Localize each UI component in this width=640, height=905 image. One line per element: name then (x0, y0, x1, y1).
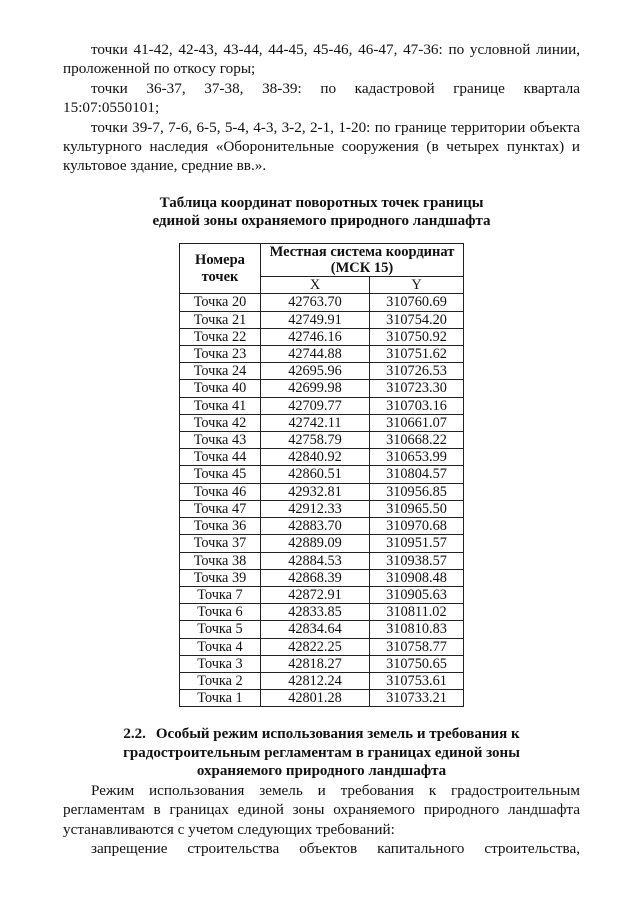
section-title-line-2: градостроительным регламентам в границах единой зоны (123, 744, 520, 761)
cell-y: 310938.57 (370, 552, 464, 569)
cell-x: 42801.28 (261, 690, 370, 707)
cell-y: 310965.50 (370, 500, 464, 517)
cell-point: Точка 40 (180, 380, 261, 397)
cell-x: 42744.88 (261, 346, 370, 363)
table-row (180, 449, 464, 466)
cell-point: Точка 46 (180, 483, 261, 500)
cell-point: Точка 1 (180, 690, 261, 707)
cell-y: 310804.57 (370, 466, 464, 483)
cell-x: 42840.92 (261, 449, 370, 466)
cell-x: 42872.91 (261, 586, 370, 603)
section-heading (63, 725, 580, 781)
cell-y: 310956.85 (370, 483, 464, 500)
table-row (180, 466, 464, 483)
cell-point: Точка 45 (180, 466, 261, 483)
table-row (180, 604, 464, 621)
cell-x: 42833.85 (261, 604, 370, 621)
cell-x: 42758.79 (261, 432, 370, 449)
cell-point: Точка 22 (180, 328, 261, 345)
table-row (180, 638, 464, 655)
table-title-line-2: единой зоны охраняемого природного ландшафта (152, 213, 491, 230)
header-coordinate-system: Местная система координат (МСК 15) (261, 243, 464, 276)
table-row (180, 586, 464, 603)
cell-x: 42812.24 (261, 672, 370, 689)
cell-x: 42883.70 (261, 518, 370, 535)
coordinates-table (179, 243, 464, 707)
table-row (180, 483, 464, 500)
table-row (180, 294, 464, 311)
cell-x: 42742.11 (261, 414, 370, 431)
table-row (180, 552, 464, 569)
cell-point: Точка 3 (180, 655, 261, 672)
cell-x: 42763.70 (261, 294, 370, 311)
cell-x: 42932.81 (261, 483, 370, 500)
table-row (180, 346, 464, 363)
section-paragraph-1: Режим использования земель и требования к градостроительным регламентам в границах единой зоны охраняемого природного ландшафта устанавливаются с учетом следующих требований: (63, 781, 580, 838)
cell-y: 310653.99 (370, 449, 464, 466)
table-row (180, 500, 464, 517)
cell-point: Точка 43 (180, 432, 261, 449)
table-row (180, 690, 464, 707)
cell-x: 42699.98 (261, 380, 370, 397)
cell-y: 310726.53 (370, 363, 464, 380)
cell-x: 42912.33 (261, 500, 370, 517)
cell-point: Точка 6 (180, 604, 261, 621)
cell-y: 310758.77 (370, 638, 464, 655)
cell-point: Точка 24 (180, 363, 261, 380)
cell-y: 310811.02 (370, 604, 464, 621)
coordinates-table-body (180, 294, 464, 707)
intro-paragraph-1: точки 41-42, 42-43, 43-44, 44-45, 45-46, 46-47, 47-36: по условной линии, проложенной по откосу горы; (63, 41, 580, 78)
cell-x: 42746.16 (261, 328, 370, 345)
table-title (63, 194, 580, 231)
table-row (180, 569, 464, 586)
cell-x: 42695.96 (261, 363, 370, 380)
cell-y: 310810.83 (370, 621, 464, 638)
header-x: X (261, 277, 370, 294)
table-row (180, 535, 464, 552)
cell-point: Точка 41 (180, 397, 261, 414)
cell-point: Точка 36 (180, 518, 261, 535)
cell-y: 310908.48 (370, 569, 464, 586)
cell-x: 42709.77 (261, 397, 370, 414)
table-row (180, 380, 464, 397)
cell-y: 310760.69 (370, 294, 464, 311)
cell-x: 42818.27 (261, 655, 370, 672)
table-row (180, 397, 464, 414)
header-y: Y (370, 277, 464, 294)
cell-y: 310703.16 (370, 397, 464, 414)
table-row (180, 518, 464, 535)
section-number: 2.2. (123, 726, 146, 743)
table-row (180, 328, 464, 345)
cell-point: Точка 5 (180, 621, 261, 638)
table-row (180, 432, 464, 449)
cell-point: Точка 21 (180, 311, 261, 328)
cell-y: 310668.22 (370, 432, 464, 449)
table-row (180, 621, 464, 638)
table-row (180, 311, 464, 328)
cell-point: Точка 39 (180, 569, 261, 586)
cell-y: 310733.21 (370, 690, 464, 707)
section-paragraph-2: запрещение строительства объектов капитального строительства, (91, 840, 580, 858)
intro-paragraph-2-line-1: точки 36-37, 37-38, 38-39: по кадастровой границе квартала (91, 79, 580, 97)
cell-point: Точка 38 (180, 552, 261, 569)
cell-y: 310750.65 (370, 655, 464, 672)
cell-point: Точка 37 (180, 535, 261, 552)
table-title-line-1: Таблица координат поворотных точек границы (159, 194, 484, 211)
cell-y: 310753.61 (370, 672, 464, 689)
table-row (180, 655, 464, 672)
intro-paragraph-3: точки 39-7, 7-6, 6-5, 5-4, 4-3, 3-2, 2-1, 1-20: по границе территории объекта культурного наследия «Оборонительные сооружения (в четырех пунктах) и культовое здание, средние вв.». (63, 118, 580, 175)
document-page (63, 40, 580, 858)
section-title-line-1: Особый режим использования земель и требования к (155, 726, 520, 743)
cell-y: 310751.62 (370, 346, 464, 363)
cell-x: 42884.53 (261, 552, 370, 569)
cell-y: 310661.07 (370, 414, 464, 431)
cell-point: Точка 20 (180, 294, 261, 311)
cell-point: Точка 4 (180, 638, 261, 655)
cell-x: 42868.39 (261, 569, 370, 586)
cell-point: Точка 7 (180, 586, 261, 603)
cell-y: 310970.68 (370, 518, 464, 535)
cell-point: Точка 2 (180, 672, 261, 689)
cell-x: 42889.09 (261, 535, 370, 552)
cell-x: 42822.25 (261, 638, 370, 655)
cell-y: 310723.30 (370, 380, 464, 397)
cell-point: Точка 44 (180, 449, 261, 466)
cell-x: 42749.91 (261, 311, 370, 328)
cell-point: Точка 47 (180, 500, 261, 517)
cell-y: 310754.20 (370, 311, 464, 328)
table-row (180, 672, 464, 689)
cell-y: 310750.92 (370, 328, 464, 345)
cell-x: 42860.51 (261, 466, 370, 483)
cell-y: 310951.57 (370, 535, 464, 552)
intro-paragraph-2-line-2: 15:07:0550101; (63, 99, 160, 117)
cell-x: 42834.64 (261, 621, 370, 638)
header-points: Номера точек (180, 243, 261, 294)
table-row (180, 414, 464, 431)
cell-y: 310905.63 (370, 586, 464, 603)
section-title-line-3: охраняемого природного ландшафта (196, 763, 447, 780)
cell-point: Точка 23 (180, 346, 261, 363)
table-row (180, 363, 464, 380)
cell-point: Точка 42 (180, 414, 261, 431)
